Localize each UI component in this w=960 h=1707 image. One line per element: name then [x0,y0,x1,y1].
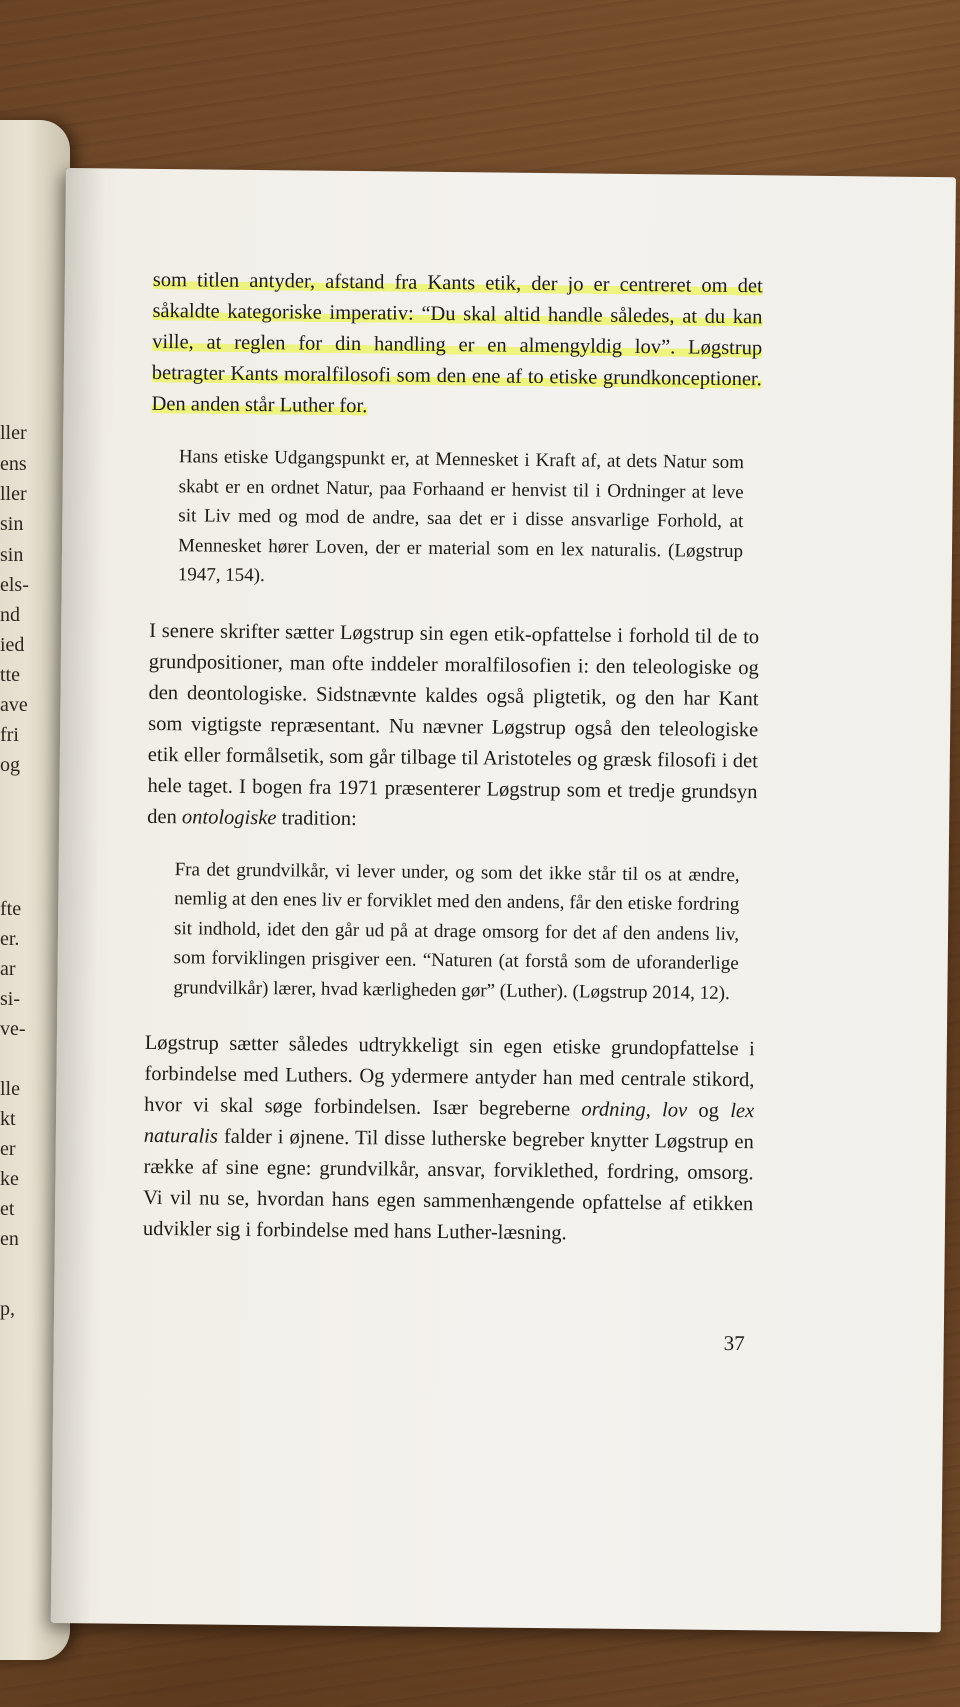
left-fragment: et [0,1198,15,1220]
italic-term: ordning, lov [581,1098,688,1122]
left-fragment: ar [0,958,16,980]
left-fragment: er. [0,928,20,950]
left-fragment: p, [0,1298,15,1320]
italic-term: ontologiske [181,805,277,829]
paragraph-positions: I senere skrifter sætter Løgstrup sin egen etik-opfattelse i forhold til de to grundpositioner, man ofte inddeler moralfilosofien i: den teleologiske og den deontologiske. Sidstnævnte kaldes også pligtetik, og den har Kant som vigtigste repræsentant. Nu nævner Løgstrup også den teleologiske etik eller formålsetik, som går tilbage til Aristoteles og græsk filosofi i det hele taget. I bogen fra 1971 præsenterer Løgstrup som et tredje grundsyn den ontologiske tradition: [147,619,760,830]
paragraph-kant [151,265,763,426]
highlighted-text: som titlen antyder, afstand fra Kants etik, der jo er centreret om det såkaldte kategoriske imperativ: “Du skal altid handle således, at du kan ville, at reglen for din handling er en almengyldig lov”. Løgstrup betragter Kants moralfilosofi som den ene af to etiske grundkonceptioner. Den anden står Luther for. [151,268,763,418]
left-fragment: ller [0,483,27,505]
left-fragment: tte [0,664,20,686]
left-fragment: fri [0,724,19,746]
left-fragment: si- [0,988,20,1010]
left-fragment: nd [0,604,20,626]
left-fragment: ied [0,634,25,656]
left-fragment: ens [0,453,27,475]
left-fragment: er [0,1138,16,1160]
block-quote-2014: Fra det grundvilkår, vi lever under, og som det ikke står til os at ændre, nemlig at den enes liv er forviklet med den andens, får den etiske fordring sit indhold, idet den går ud på at drage omsorg for det af den andens liv, som forviklingen prisgiver een. “Naturen (at forstå som de uforanderlige grundvilkår) lærer, hvad kærligheden gør” (Luther). (Løgstrup 2014, 12). [173,858,740,1004]
left-fragment: en [0,1228,19,1250]
book-page [51,168,956,1632]
left-fragment: ke [0,1168,19,1190]
left-fragment: ave [0,694,28,716]
left-fragment: kt [0,1108,16,1130]
italic-term: lex naturalis [143,1100,755,1148]
page-body [143,265,763,1251]
paragraph-luther: Løgstrup sætter således udtrykkeligt sin egen etiske grundopfattelse i forbindelse med Luthers. Og ydermere antyder han med centrale stikord, hvor vi skal søge forbindelsen. Især begreberne ordning, lov og lex naturalis falder i øjnene. Til disse lutherske begreber knytter Løgstrup en række af sine egne: grundvilkår, ansvar, forviklethed, fordring, omsorg. Vi vil nu se, hvordan hans egen sammenhængende opfattelse af etikken udvikler sig i forbindelse med hans Luther-læsning. [142,1031,755,1245]
left-fragment: sin [0,544,24,566]
left-fragment: ve- [0,1018,26,1040]
left-fragment: sin [0,513,24,535]
left-fragment: fte [0,898,22,920]
left-fragment: els- [0,574,29,596]
left-fragment: og [0,754,20,776]
left-fragment: lle [0,1078,20,1100]
page-number: 37 [723,1330,745,1356]
block-quote-1947: Hans etiske Udgangspunkt er, at Mennesket i Kraft af, at dets Natur som skabt er en ordnet Natur, paa Forhaand er henvist til i Ordninger at leve sit Liv med og mod de andre, saa det er i disse ansvarlige Forhold, at Mennesket hører Loven, der er material som en lex naturalis. (Løgstrup 1947, 154). [177,446,745,587]
left-fragment: ller [0,422,27,444]
